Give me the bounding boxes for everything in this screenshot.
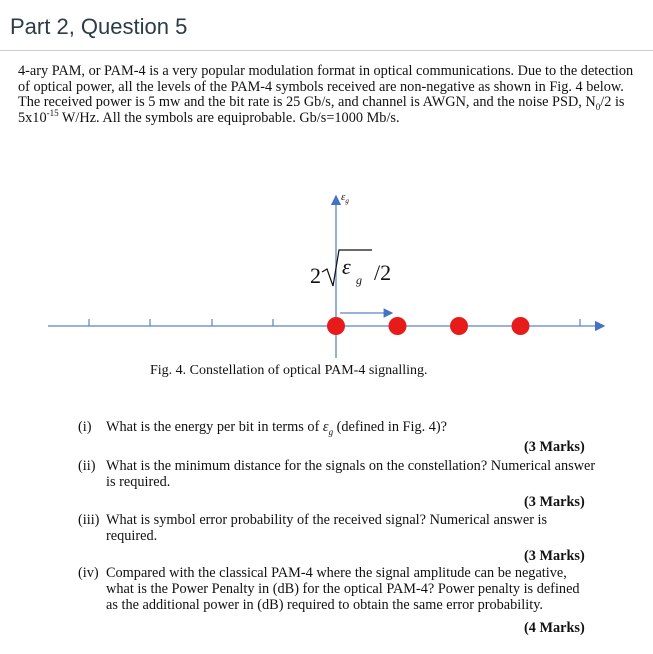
question-line: what is the Power Penalty in (dB) for the optical PAM-4? Power penalty is defined <box>106 581 580 597</box>
marks-ii: (3 Marks) <box>524 494 585 510</box>
question-ii <box>78 459 648 493</box>
question-i <box>78 420 638 440</box>
question-line: Compared with the classical PAM-4 where the signal amplitude can be negative, <box>106 565 567 581</box>
intro-text-3: W/Hz. All the symbols are equiprobable. Gb/s=1000 Mb/s. <box>58 109 400 126</box>
question-line: What is symbol error probability of the received signal? Numerical answer is <box>106 512 548 528</box>
marks-i: (3 Marks) <box>524 439 585 455</box>
epsilon-symbol: ε <box>322 419 329 435</box>
exponent: -15 <box>46 107 59 118</box>
question-iv <box>78 566 648 616</box>
marks-iii: (3 Marks) <box>524 548 585 564</box>
intro-text-2: /2 is 5x10 <box>18 94 625 126</box>
axis-label-eps: $\varepsilon_g$ <box>341 191 349 205</box>
annotation-coef: 2 <box>310 263 321 288</box>
question-number: (iv) <box>78 565 99 581</box>
annotation-den: /2 <box>374 260 392 285</box>
annotation-sub: g <box>356 273 362 287</box>
question-line: What is the minimum distance for the signals on the constellation? Numerical answer <box>106 458 596 474</box>
question-iii <box>78 513 648 547</box>
question-number: (i) <box>78 419 92 435</box>
constellation-point <box>389 317 407 335</box>
question-line: is required. <box>106 474 171 490</box>
question-line: as the additional power in (dB) required to obtain the same error probability. <box>106 597 543 613</box>
figure-caption: Fig. 4. Constellation of optical PAM-4 signalling. <box>150 363 428 378</box>
distance-annotation <box>310 250 391 288</box>
page-title: Part 2, Question 5 <box>10 14 188 39</box>
marks-iv: (4 Marks) <box>524 620 585 636</box>
constellation-point <box>450 317 468 335</box>
annotation-eps: ε <box>342 254 351 279</box>
question-number: (iii) <box>78 512 100 528</box>
intro-text-1: 4-ary PAM, or PAM-4 is a very popular modulation format in optical communications. Due to the detection of optical power, all the levels of the PAM-4 symbols received are non-negative as shown in Fig. 4 below. The received power is 5 mw and the bit rate is 25 Gb/s, and channel is AWGN, and the noise PSD, N <box>18 63 634 110</box>
question-number: (ii) <box>78 458 96 474</box>
question-text: What is the energy per bit in terms of $\varepsilon_g$ (defined in Fig. 4)? <box>106 419 448 437</box>
question-line: required. <box>106 528 158 544</box>
constellation-figure <box>0 180 653 360</box>
constellation-point <box>327 317 345 335</box>
n0-subscript: 0 <box>595 101 601 112</box>
title-divider <box>0 50 653 51</box>
question-intro <box>18 64 640 126</box>
constellation-point <box>512 317 530 335</box>
